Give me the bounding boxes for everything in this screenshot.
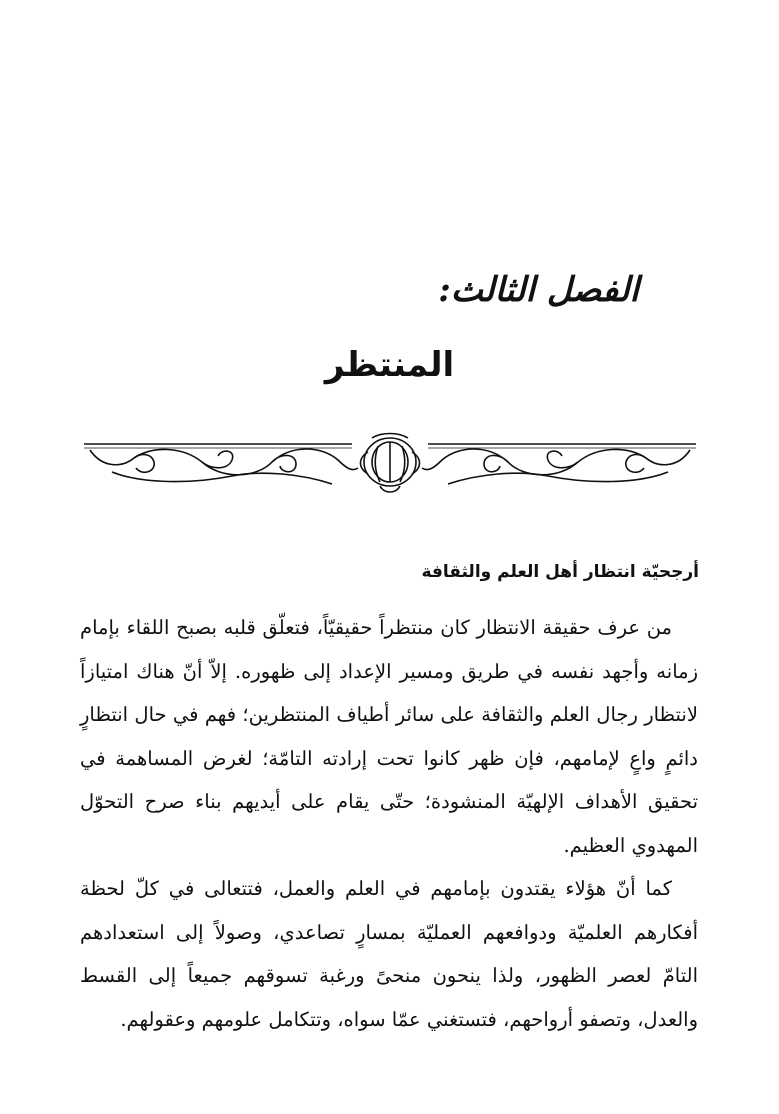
chapter-title: المنتظر	[324, 345, 455, 385]
body-text	[80, 606, 698, 1041]
paragraph-1: من عرف حقيقة الانتظار كان منتظراً حقيقيّاً، فتعلّق قلبه بصبح اللقاء بإمام زمانه وأجهد نفسه في طريق ومسير الإعداد إلى ظهوره. إلاّ أنّ هناك امتيازاً لانتظار رجال العلم والثقافة على سائر أطياف المنتظرين؛ فهم في حال انتظارٍ دائمٍ واعٍ لإمامهم، فإن ظهر كانوا تحت إرادته التامّة؛ لغرض المساهمة في تحقيق الأهداف الإلهيّة المنشودة؛ حتّى يقام على أيديهم بناء صرح التحوّل المهدوي العظيم.	[80, 616, 698, 857]
section-heading: أرجحيّة انتظار أهل العلم والثقافة	[421, 562, 699, 582]
paragraph-2: كما أنّ هؤلاء يقتدون بإمامهم في العلم والعمل، فتتعالى في كلّ لحظة أفكارهم العلميّة ودوافعهم العمليّة بمسارٍ تصاعدي، وصولاً إلى استعدادهم التامّ لعصر الظهور، ولذا ينحون منحىً ورغبة تسوقهم جميعاً إلى القسط والعدل، وتصفو أرواحهم، فتستغني عمّا سواه، وتتكامل علومهم وعقولهم.	[80, 877, 698, 1031]
chapter-label: الفصل الثالث:	[438, 270, 639, 310]
floral-ornament-divider-icon	[82, 428, 698, 500]
